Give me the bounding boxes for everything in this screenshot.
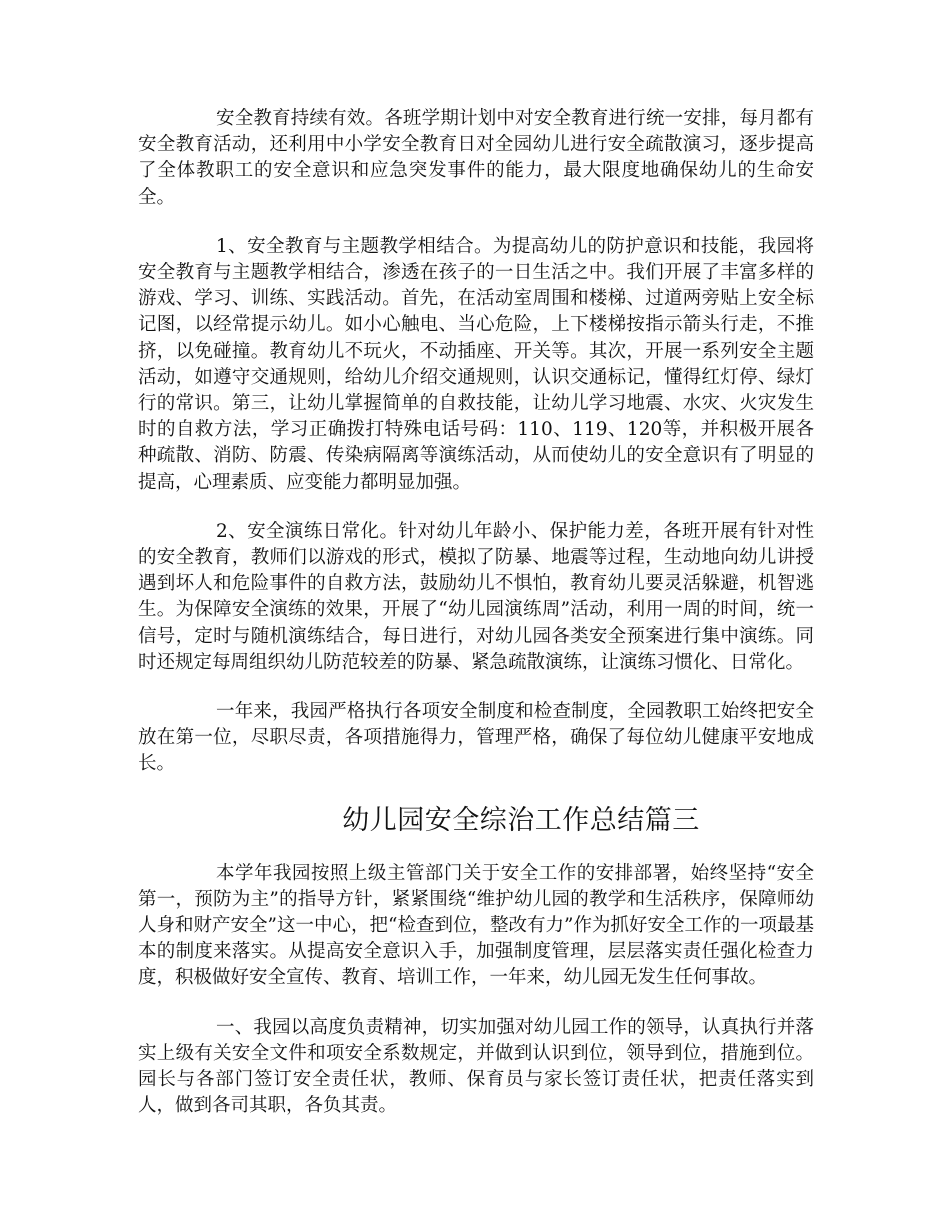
paragraph-drills-routine: 2、安全演练日常化。针对幼儿年龄小、保护能力差，各班开展有针对性的安全教育，教师们以游戏的形式，模拟了防暴、地震等过程，生动地向幼儿讲授遇到坏人和危险事件的自救方法，鼓励幼儿不惧怕，教育幼儿要灵活躲避，机智逃生。为保障安全演练的效果，开展了“幼儿园演练周”活动，利用一周的时间，统一信号，定时与随机演练结合，每日进行，对幼儿园各类安全预案进行集中演练。同时还规定每周组织幼儿防范较差的防暴、紧急疏散演练，让演练习惯化、日常化。 bbox=[138, 520, 814, 673]
paragraph-leadership: 一、我园以高度负责精神，切实加强对幼儿园工作的领导，认真执行并落实上级有关安全文件和项安全系数规定，并做到认识到位，领导到位，措施到位。园长与各部门签订安全责任状，教师、保育员与家长签订责任状，把责任落实到人，做到各司其职，各负其责。 bbox=[138, 1016, 814, 1117]
section-title: 幼儿园安全综治工作总结篇三 bbox=[342, 804, 700, 836]
document-body bbox=[138, 106, 814, 1143]
paragraph-year-summary: 一年来，我园严格执行各项安全制度和检查制度，全园教职工始终把安全放在第一位，尽职尽责，各项措施得力，管理严格，确保了每位幼儿健康平安地成长。 bbox=[138, 701, 814, 775]
paragraph-safety-education: 安全教育持续有效。各班学期计划中对安全教育进行统一安排，每月都有安全教育活动，还利用中小学安全教育日对全园幼儿进行安全疏散演习，逐步提高了全体教职工的安全意识和应急突发事件的能力，最大限度地确保幼儿的生命安全。 bbox=[138, 108, 814, 208]
paragraph-theme-teaching: 1、安全教育与主题教学相结合。为提高幼儿的防护意识和技能，我园将安全教育与主题教学相结合，渗透在孩子的一日生活之中。我们开展了丰富多样的游戏、学习、训练、实践活动。首先，在活动室周围和楼梯、过道两旁贴上安全标记图，以经常提示幼儿。如小心触电、当心危险，上下楼梯按指示箭头行走，不推挤，以免碰撞。教育幼儿不玩火，不动插座、开关等。其次，开展一系列安全主题活动，如遵守交通规则，给幼儿介绍交通规则，认识交通标记，懂得红灯停、绿灯行的常识。第三，让幼儿掌握简单的自救技能，让幼儿学习地震、水灾、火灾发生时的自救方法，学习正确拨打特殊电话号码：110、119、120等，并积极开展各种疏散、消防、防震、传染病隔离等演练活动，从而使幼儿的安全意识有了明显的提高，心理素质、应变能力都明显加强。 bbox=[138, 235, 814, 493]
paragraph-intro-part-three: 本学年我园按照上级主管部门关于安全工作的安排部署，始终坚持“安全第一，预防为主”的指导方针，紧紧围绕“维护幼儿园的教学和生活秩序，保障师幼人身和财产安全”这一中心，把“检查到位，整改有力”作为抓好安全工作的一项最基本的制度来落实。从提高安全意识入手，加强制度管理，层层落实责任强化检查力度，积极做好安全宣传、教育、培训工作，一年来，幼儿园无发生任何事故。 bbox=[138, 862, 814, 989]
